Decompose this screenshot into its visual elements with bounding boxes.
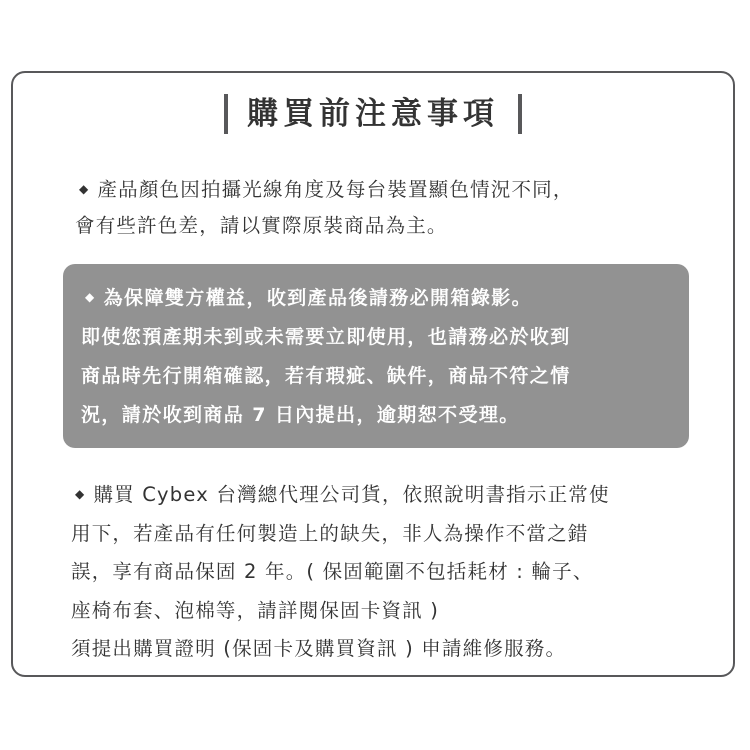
notice-line: 須提出購買證明 (保固卡及購買資訊 ) 申請維修服務。: [71, 637, 567, 660]
notice-unboxing: [81, 278, 681, 435]
title-left-bar: [224, 94, 228, 134]
notice-line: 即使您預產期未到或未需要立即使用，也請務必於收到: [81, 326, 571, 348]
notice-line: 座椅布套、泡棉等，請詳閱保固卡資訊 ): [71, 598, 440, 622]
notice-color-difference: [75, 171, 715, 244]
notice-line: ◆ 購買 Cybex 台灣總代理公司貨，依照說明書指示正常使: [75, 483, 610, 506]
diamond-bullet-icon: ◆: [79, 182, 90, 196]
notice-warranty: [71, 475, 711, 669]
notice-line: 會有些許色差，請以實際原裝商品為主。: [75, 214, 448, 237]
notice-card: [11, 71, 735, 677]
notice-line: 況，請於收到商品 7 日內提出，逾期恕不受理。: [81, 404, 520, 426]
notice-line: 商品時先行開箱確認，若有瑕疵、缺件，商品不符之情: [81, 365, 571, 387]
diamond-bullet-icon: ◆: [75, 487, 86, 501]
page-title: 購買前注意事項: [247, 95, 499, 132]
notice-line: ◆ 產品顏色因拍攝光線角度及每台裝置顯色情況不同，: [79, 178, 574, 201]
notice-line: 誤，享有商品保固 2 年。( 保固範圍不包括耗材 : 輪子、: [71, 560, 594, 583]
notice-line: ◆ 為保障雙方權益，收到產品後請務必開箱錄影。: [85, 287, 533, 309]
unboxing-notice-box: [63, 264, 689, 448]
notice-line: 用下，若產品有任何製造上的缺失，非人為操作不當之錯: [71, 521, 589, 545]
title-right-bar: [518, 94, 522, 134]
diamond-bullet-icon: ◆: [85, 290, 96, 304]
title-row: [13, 91, 733, 136]
